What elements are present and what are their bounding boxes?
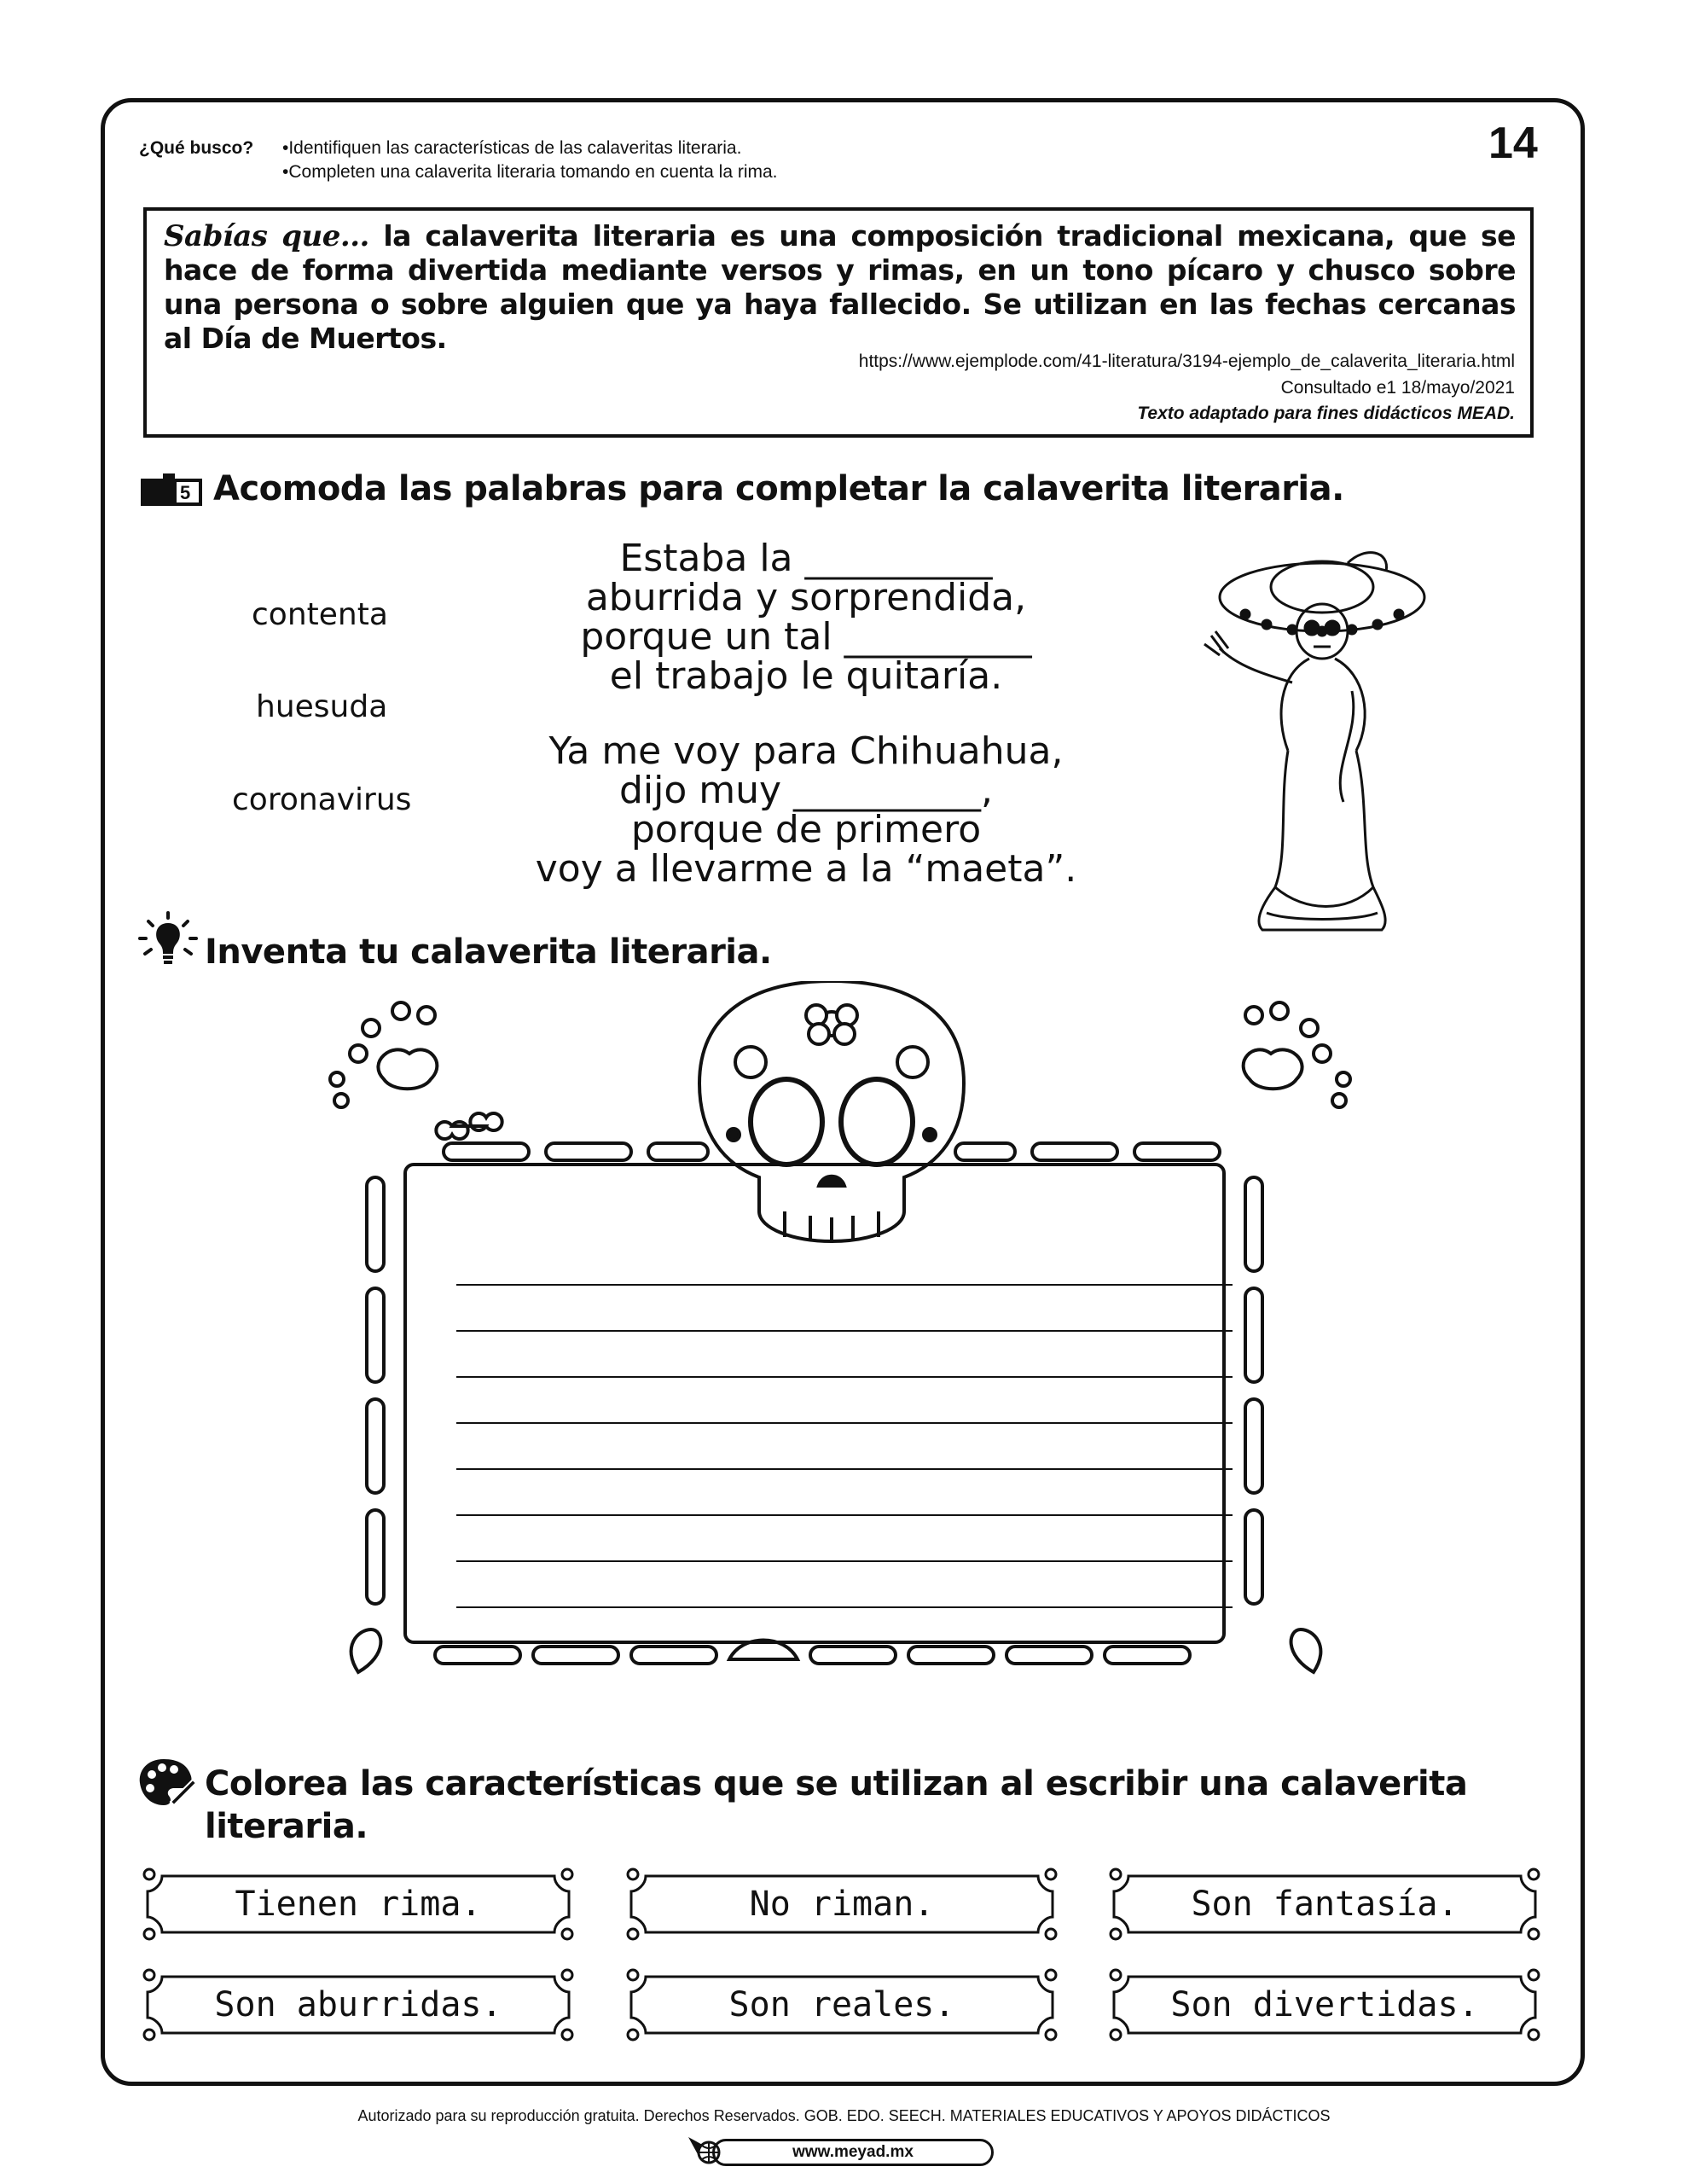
word-option: contenta (252, 597, 388, 632)
option-card[interactable] (624, 1966, 1059, 2043)
info-paragraph (164, 219, 1516, 356)
objective-item: •Identifiquen las características de las calaveritas literaria. (282, 138, 742, 158)
lightbulb-icon (136, 911, 200, 967)
objectives (139, 138, 253, 159)
adapted-note: Texto adaptado para fines didácticos MEAD. (1137, 404, 1515, 423)
writing-line (456, 1514, 1233, 1516)
info-lead: Sabías que... (164, 219, 369, 253)
word-option: huesuda (256, 689, 388, 724)
word-option: coronavirus (232, 782, 412, 817)
verse-line: voy a llevarme a la “maeta”. (535, 847, 1077, 891)
verse-line: dijo muy __________, (618, 769, 994, 812)
svg-text:5: 5 (180, 482, 191, 503)
section2-heading: Inventa tu calaverita literaria. (205, 932, 772, 972)
writing-line (456, 1376, 1233, 1378)
writing-line (456, 1284, 1233, 1286)
consulted-date: Consultado e1 18/mayo/2021 (1280, 378, 1515, 398)
option-label: Son reales. (728, 1985, 955, 2024)
verse-line: porque un tal __________ (580, 615, 1032, 659)
writing-line (456, 1468, 1233, 1470)
option-card[interactable] (1107, 1966, 1542, 2043)
stanza-2 (465, 729, 1147, 891)
stanza-1 (465, 539, 1147, 696)
puzzle-icon (139, 472, 206, 508)
writing-line (456, 1606, 1233, 1608)
info-body: la calaverita literaria es una composición tradicional mexicana, que se hace de forma divertida mediante versos y rimas, en un tono pícaro y chusco sobre una persona o sobre alguien que ya haya fallecido. Se utilizan en las fechas cercanas al Día de Muertos. (164, 219, 1517, 355)
catrina-illustration (1194, 546, 1441, 938)
page-number: 14 (1488, 119, 1538, 168)
option-label: Tienen rima. (235, 1885, 482, 1924)
objectives-label: ¿Qué busco? (139, 138, 254, 158)
palette-icon (136, 1756, 196, 1809)
option-card[interactable] (624, 1866, 1059, 1943)
option-card[interactable] (141, 1966, 576, 2043)
writing-line (456, 1422, 1233, 1424)
option-label: No riman. (749, 1885, 935, 1924)
verse-line: el trabajo le quitaría. (609, 654, 1003, 698)
website-link[interactable]: www.meyad.mx (712, 2139, 994, 2166)
writing-line (456, 1560, 1233, 1562)
verse-line: Estaba la __________ (619, 537, 993, 580)
writing-line (456, 1330, 1233, 1332)
option-label: Son aburridas. (214, 1985, 502, 2024)
section3-heading-line2: literaria. (205, 1807, 368, 1846)
option-card[interactable] (1107, 1866, 1542, 1943)
option-label: Son divertidas. (1170, 1985, 1479, 2024)
objective-item: •Completen una calaverita literaria tomando en cuenta la rima. (282, 162, 778, 182)
option-label: Son fantasía. (1191, 1885, 1459, 1924)
verse-line: aburrida y sorprendida, (585, 576, 1027, 619)
section3-heading-line1: Colorea las características que se utilizan al escribir una calaverita (205, 1764, 1468, 1804)
section1-heading: Acomoda las palabras para completar la calaverita literaria. (213, 469, 1344, 508)
writing-area[interactable] (456, 1284, 1233, 1651)
verse-line: porque de primero (630, 808, 982, 851)
footer-rights: Autorizado para su reproducción gratuita. Derechos Reservados. GOB. EDO. SEECH. MATERIALES EDUCATIVOS Y APOYOS DIDÁCTICOS (357, 2107, 1331, 2124)
verse-line: Ya me voy para Chihuahua, (548, 729, 1064, 773)
source-url: https://www.ejemplode.com/41-literatura/3194-ejemplo_de_calaverita_literaria.html (858, 351, 1515, 371)
info-box (143, 207, 1534, 438)
option-card[interactable] (141, 1866, 576, 1943)
